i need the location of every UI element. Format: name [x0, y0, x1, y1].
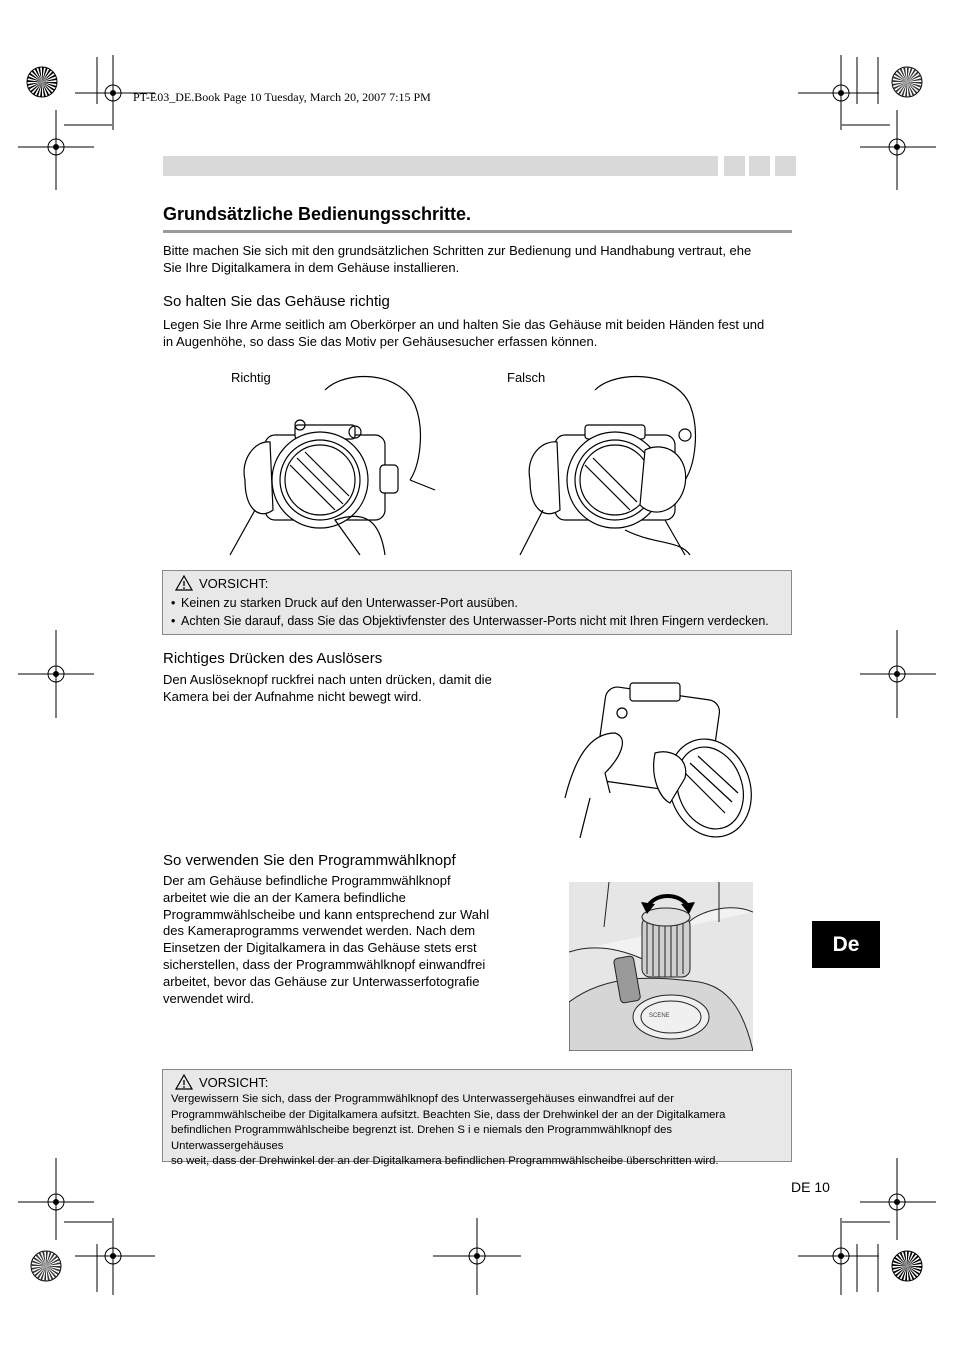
label-wrong: Falsch	[507, 370, 546, 385]
caution-heading-text: VORSICHT:	[199, 575, 269, 591]
shutter-heading: Richtiges Drücken des Auslösers	[163, 650, 383, 667]
caution-heading-2	[175, 1074, 268, 1090]
caution-line: so weit, dass der Drehwinkel der an der Digitalkamera befindlichen Programmwählscheibe überschritten wird.	[171, 1155, 719, 1167]
header-square-2	[749, 156, 770, 176]
caution-item: • Keinen zu starken Druck auf den Unterwasser-Port ausüben.	[171, 594, 769, 612]
hold-heading: So halten Sie das Gehäuse richtig	[163, 293, 390, 310]
header-square-1	[724, 156, 745, 176]
hold-line: Legen Sie Ihre Arme seitlich am Oberkörper an und halten Sie das Gehäuse mit beiden Händen fest und	[163, 317, 765, 332]
starburst-mark-bottom-right	[892, 1251, 922, 1281]
illustration-wrong-hold	[515, 370, 735, 560]
caution-box-2	[162, 1069, 792, 1167]
shutter-paragraph	[163, 671, 492, 705]
crosshair-mark-top-right-outer	[860, 110, 936, 190]
caution-text	[171, 1092, 783, 1170]
dial-line: des Kameraprogramms verwendet werden. Nach dem	[163, 923, 476, 939]
illustration-correct-hold	[225, 370, 445, 560]
header-square-3	[775, 156, 796, 176]
caution-heading-1	[175, 575, 268, 591]
caution-box-1	[162, 570, 792, 635]
intro-paragraph	[163, 242, 751, 276]
dial-heading: So verwenden Sie den Programmwählknopf	[163, 852, 456, 869]
crosshair-mark-bottom-center	[433, 1218, 521, 1295]
caution-line: Programmwählscheibe der Digitalkamera aufsitzt. Beachten Sie, dass der Drehwinkel der an der Digitalkamera	[171, 1108, 726, 1121]
dial-scene-mark: SCENE	[649, 1013, 670, 1019]
crosshair-mark-bottom-right	[798, 1218, 879, 1295]
illustration-mode-dial	[569, 882, 753, 1051]
dial-line: Der am Gehäuse befindliche Programmwählknopf	[163, 873, 451, 888]
page-number: DE 10	[791, 1179, 830, 1195]
warning-icon	[175, 1074, 193, 1090]
caution-item: • Achten Sie darauf, dass Sie das Objektivfenster des Unterwasser-Ports nicht mit Ihren Fingern verdecken.	[171, 612, 769, 630]
crosshair-mark-top-left-outer	[18, 110, 94, 190]
dial-paragraph	[163, 873, 489, 1007]
crosshair-mark-bottom-left-outer	[18, 1158, 94, 1240]
crosshair-mark-bottom-left	[75, 1218, 155, 1295]
caution-line: befindlichen Programmwählscheibe begrenzt ist. Drehen S i e niemals den Programmwählknopf des Unterwassergehäuses	[171, 1124, 673, 1152]
dial-line: sicherstellen, dass der Programmwählknopf einwandfrei	[163, 956, 486, 972]
caution-heading-text: VORSICHT:	[199, 1074, 269, 1090]
print-header: PT-E03_DE.Book Page 10 Tuesday, March 20, 2007 7:15 PM	[133, 90, 431, 104]
crosshair-mark-top-right	[798, 55, 879, 130]
crosshair-mark-mid-left	[18, 630, 94, 718]
shutter-line: Den Auslöseknopf ruckfrei nach unten drücken, damit die	[163, 672, 492, 687]
label-correct: Richtig	[231, 370, 271, 385]
intro-line: Sie Ihre Digitalkamera in dem Gehäuse installieren.	[163, 260, 460, 275]
caution-line: Vergewissern Sie sich, dass der Programmwählknopf des Unterwassergehäuses einwandfrei auf der	[171, 1093, 674, 1105]
dial-line: verwendet wird.	[163, 990, 255, 1006]
language-tab: De	[812, 921, 880, 968]
illustration-shutter-press	[560, 678, 770, 843]
title-rule	[163, 230, 792, 233]
crosshair-mark-bottom-right-outer	[860, 1158, 936, 1240]
hold-paragraph	[163, 316, 764, 350]
header-bar	[163, 156, 718, 176]
dial-line: Einsetzen der Digitalkamera in das Gehäuse stets erst	[163, 940, 477, 956]
starburst-mark-bottom-left	[31, 1251, 61, 1281]
warning-icon	[175, 575, 193, 591]
crosshair-mark-mid-right	[860, 630, 936, 718]
section-title: Grundsätzliche Bedienungsschritte.	[163, 204, 472, 224]
shutter-line: Kamera bei der Aufnahme nicht bewegt wird.	[163, 689, 422, 704]
dial-line: arbeitet, bevor das Gehäuse zur Unterwasserfotografie	[163, 973, 480, 989]
dial-line: Programmwählscheibe und kann entsprechend zur Wahl	[163, 906, 490, 922]
dial-line: arbeitet wie die an der Kamera befindliche	[163, 889, 406, 905]
hold-line: in Augenhöhe, so dass Sie das Motiv per Gehäusesucher erfassen können.	[163, 334, 598, 349]
starburst-mark-top-left	[27, 67, 57, 97]
caution-list	[171, 594, 769, 630]
starburst-mark-top-right	[892, 67, 922, 97]
intro-line: Bitte machen Sie sich mit den grundsätzlichen Schritten zur Bedienung und Handhabung vertraut, ehe	[163, 243, 752, 258]
